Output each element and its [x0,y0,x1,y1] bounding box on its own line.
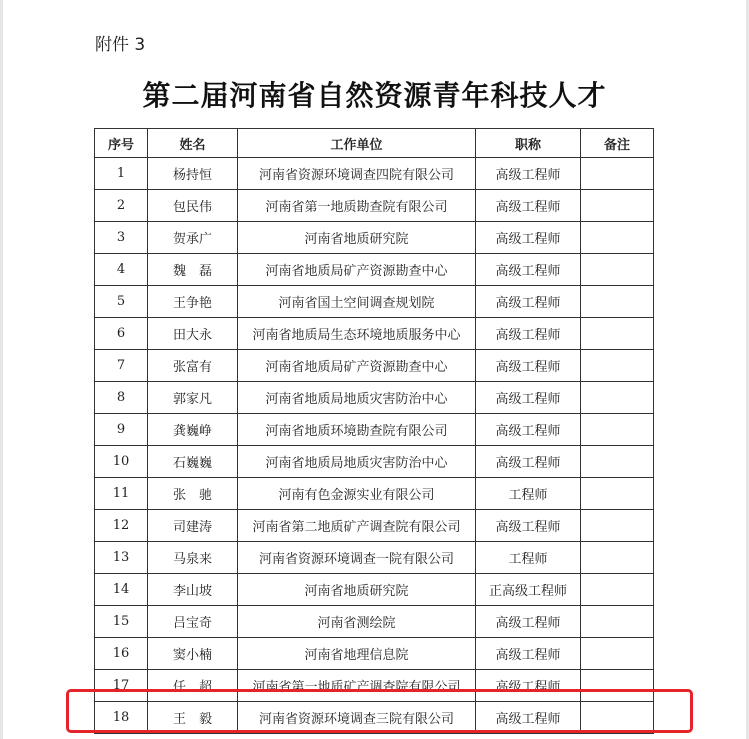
cell-name: 司建涛 [148,510,238,542]
cell-name: 吕宝奇 [148,606,238,638]
cell-unit: 河南省资源环境调查三院有限公司 [238,702,476,734]
cell-title: 高级工程师 [476,446,581,478]
document-title: 第二届河南省自然资源青年科技人才 [142,79,607,112]
cell-no: 3 [95,222,148,254]
cell-note [581,414,654,446]
cell-no: 2 [95,190,148,222]
highlight-box [66,689,693,733]
cell-note [581,638,654,670]
cell-name: 张 驰 [148,478,238,510]
cell-unit: 河南省地质局矿产资源勘查中心 [238,254,476,286]
cell-unit: 河南省地质局生态环境地质服务中心 [238,318,476,350]
cell-title: 高级工程师 [476,382,581,414]
cell-note [581,350,654,382]
cell-no: 4 [95,254,148,286]
cell-name: 龚巍峥 [148,414,238,446]
table-row [95,606,654,638]
cell-note [581,574,654,606]
cell-note [581,542,654,574]
cell-no: 9 [95,414,148,446]
cell-unit: 河南省地质局地质灾害防治中心 [238,446,476,478]
table-row [95,574,654,606]
cell-title: 高级工程师 [476,254,581,286]
cell-note [581,446,654,478]
cell-title: 工程师 [476,542,581,574]
cell-name: 包民伟 [148,190,238,222]
cell-unit: 河南省地理信息院 [238,638,476,670]
cell-name: 李山坡 [148,574,238,606]
cell-note [581,286,654,318]
cell-note [581,606,654,638]
header-unit: 工作单位 [238,129,476,158]
cell-title: 正高级工程师 [476,574,581,606]
table-row [95,414,654,446]
cell-unit: 河南省地质环境勘查院有限公司 [238,414,476,446]
cell-no: 6 [95,318,148,350]
cell-unit: 河南省第一地质矿产调查院有限公司 [238,670,476,702]
cell-title: 高级工程师 [476,350,581,382]
cell-no: 12 [95,510,148,542]
cell-note [581,382,654,414]
cell-title: 高级工程师 [476,190,581,222]
header-name: 姓名 [148,129,238,158]
table-row [95,254,654,286]
cell-title: 高级工程师 [476,286,581,318]
cell-title: 高级工程师 [476,158,581,190]
cell-no: 8 [95,382,148,414]
table-body [95,158,654,734]
table-row [95,350,654,382]
cell-note [581,158,654,190]
cell-name: 王争艳 [148,286,238,318]
cell-title: 高级工程师 [476,222,581,254]
cell-name: 魏 磊 [148,254,238,286]
cell-name: 石巍巍 [148,446,238,478]
cell-unit: 河南省国土空间调查规划院 [238,286,476,318]
cell-title: 高级工程师 [476,606,581,638]
header-note: 备注 [581,129,654,158]
table-row [95,542,654,574]
cell-name: 窦小楠 [148,638,238,670]
header-title: 职称 [476,129,581,158]
cell-unit: 河南省资源环境调查四院有限公司 [238,158,476,190]
table-row [95,638,654,670]
cell-unit: 河南省第一地质勘查院有限公司 [238,190,476,222]
cell-name: 任 超 [148,670,238,702]
cell-note [581,190,654,222]
cell-unit: 河南省地质局地质灾害防治中心 [238,382,476,414]
table-row [95,478,654,510]
cell-no: 1 [95,158,148,190]
cell-note [581,222,654,254]
table-row [95,286,654,318]
cell-name: 杨持恒 [148,158,238,190]
cell-note [581,478,654,510]
cell-title: 高级工程师 [476,510,581,542]
cell-no: 14 [95,574,148,606]
cell-unit: 河南有色金源实业有限公司 [238,478,476,510]
cell-no: 10 [95,446,148,478]
cell-name: 王 毅 [148,702,238,734]
cell-no: 7 [95,350,148,382]
cell-name: 马泉来 [148,542,238,574]
table-header-row [95,129,654,158]
table-row [95,382,654,414]
table-row [95,190,654,222]
cell-unit: 河南省测绘院 [238,606,476,638]
cell-note [581,254,654,286]
cell-unit: 河南省地质研究院 [238,574,476,606]
table-row [95,158,654,190]
cell-title: 高级工程师 [476,638,581,670]
cell-unit: 河南省地质研究院 [238,222,476,254]
cell-no: 13 [95,542,148,574]
cell-title: 高级工程师 [476,702,581,734]
cell-no: 17 [95,670,148,702]
cell-unit: 河南省第二地质矿产调查院有限公司 [238,510,476,542]
cell-no: 5 [95,286,148,318]
cell-name: 贺承广 [148,222,238,254]
table-row [95,510,654,542]
cell-no: 16 [95,638,148,670]
table-row [95,446,654,478]
table-row [95,222,654,254]
table-row [95,318,654,350]
cell-title: 高级工程师 [476,670,581,702]
cell-name: 张富有 [148,350,238,382]
talent-table [94,128,654,734]
cell-name: 郭家凡 [148,382,238,414]
cell-unit: 河南省地质局矿产资源勘查中心 [238,350,476,382]
header-no: 序号 [95,129,148,158]
cell-name: 田大永 [148,318,238,350]
attachment-label: 附件 3 [95,35,146,55]
cell-title: 高级工程师 [476,318,581,350]
cell-no: 15 [95,606,148,638]
cell-no: 11 [95,478,148,510]
cell-note [581,510,654,542]
cell-title: 工程师 [476,478,581,510]
cell-title: 高级工程师 [476,414,581,446]
cell-unit: 河南省资源环境调查一院有限公司 [238,542,476,574]
cell-no: 18 [95,702,148,734]
cell-note [581,318,654,350]
